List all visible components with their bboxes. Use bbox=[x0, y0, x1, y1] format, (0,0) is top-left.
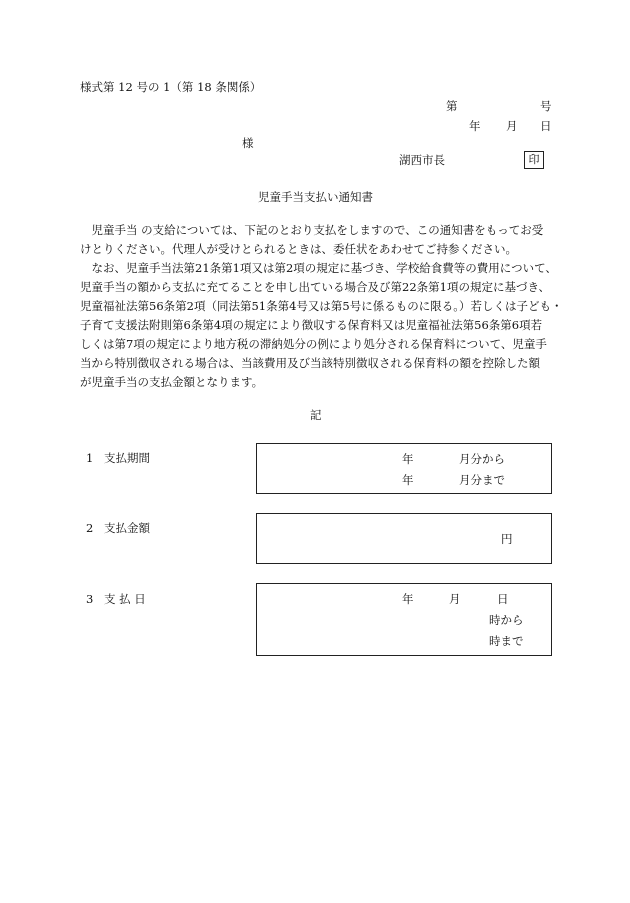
pay-time-from: 時から bbox=[489, 613, 524, 627]
ki-heading: 記 bbox=[310, 408, 322, 422]
issuer-mayor: 湖西市長 bbox=[399, 153, 445, 167]
paragraph-line: 児童福祉法第56条第2項（同法第51条第4号又は第5号に係るものに限る。）若しくは子ども・ bbox=[80, 299, 563, 313]
item-1-number: 1 bbox=[86, 451, 94, 465]
yen-unit: 円 bbox=[501, 532, 513, 546]
paragraph-1 bbox=[80, 221, 570, 259]
item-2-number: 2 bbox=[86, 521, 94, 535]
paragraph-line: けとりください。代理人が受けとられるときは、委任状をあわせてご持参ください。 bbox=[80, 242, 517, 256]
paragraph-line: が児童手当の支払金額となります。 bbox=[80, 375, 264, 389]
recipient-honorific: 様 bbox=[242, 136, 254, 150]
period-to-year: 年 bbox=[402, 473, 414, 487]
item-3-label: 支 払 日 bbox=[104, 592, 146, 606]
paragraph-line: 児童手当の額から支払に充てることを申し出ている場合及び第22条第1項の規定に基づき、 bbox=[80, 280, 550, 294]
form-label: 様式第 12 号の 1（第 18 条関係） bbox=[80, 80, 262, 94]
seal-stamp: 印 bbox=[524, 151, 544, 169]
item-2-label: 支払金額 bbox=[104, 521, 150, 535]
date-day-label: 日 bbox=[540, 119, 552, 133]
paragraph-2 bbox=[80, 259, 570, 392]
paragraph-line: 当から特別徴収される場合は、当該費用及び当該特別徴収される保育料の額を控除した額 bbox=[80, 356, 540, 370]
pay-date-day: 日 bbox=[497, 592, 509, 606]
paragraph-line: 児童手当 の支給については、下記のとおり支払をしますので、この通知書をもってお受 bbox=[80, 223, 544, 237]
pay-date-month: 月 bbox=[449, 592, 461, 606]
pay-time-to: 時まで bbox=[489, 634, 524, 648]
item-3-number: 3 bbox=[86, 592, 94, 606]
number-prefix: 第 bbox=[446, 99, 458, 113]
paragraph-line: 子育て支援法附則第6条第4項の規定により徴収する保育料又は児童福祉法第56条第6項若 bbox=[80, 318, 543, 332]
document-title: 児童手当支払い通知書 bbox=[258, 190, 373, 204]
payment-period-box bbox=[256, 443, 552, 494]
paragraph-line: なお、児童手当法第21条第1項又は第2項の規定に基づき、学校給食費等の費用について、 bbox=[80, 261, 557, 275]
item-1-label: 支払期間 bbox=[104, 451, 150, 465]
payment-amount-box bbox=[256, 513, 552, 564]
number-suffix: 号 bbox=[540, 99, 552, 113]
period-to-suffix: 月分まで bbox=[459, 473, 505, 487]
payment-date-box bbox=[256, 583, 552, 656]
period-from-year: 年 bbox=[402, 452, 414, 466]
date-month-label: 月 bbox=[506, 119, 518, 133]
date-year-label: 年 bbox=[469, 119, 481, 133]
pay-date-year: 年 bbox=[402, 592, 414, 606]
paragraph-line: しくは第7項の規定により地方税の滞納処分の例により処分される保育料について、児童手 bbox=[80, 337, 547, 351]
period-from-suffix: 月分から bbox=[459, 452, 505, 466]
